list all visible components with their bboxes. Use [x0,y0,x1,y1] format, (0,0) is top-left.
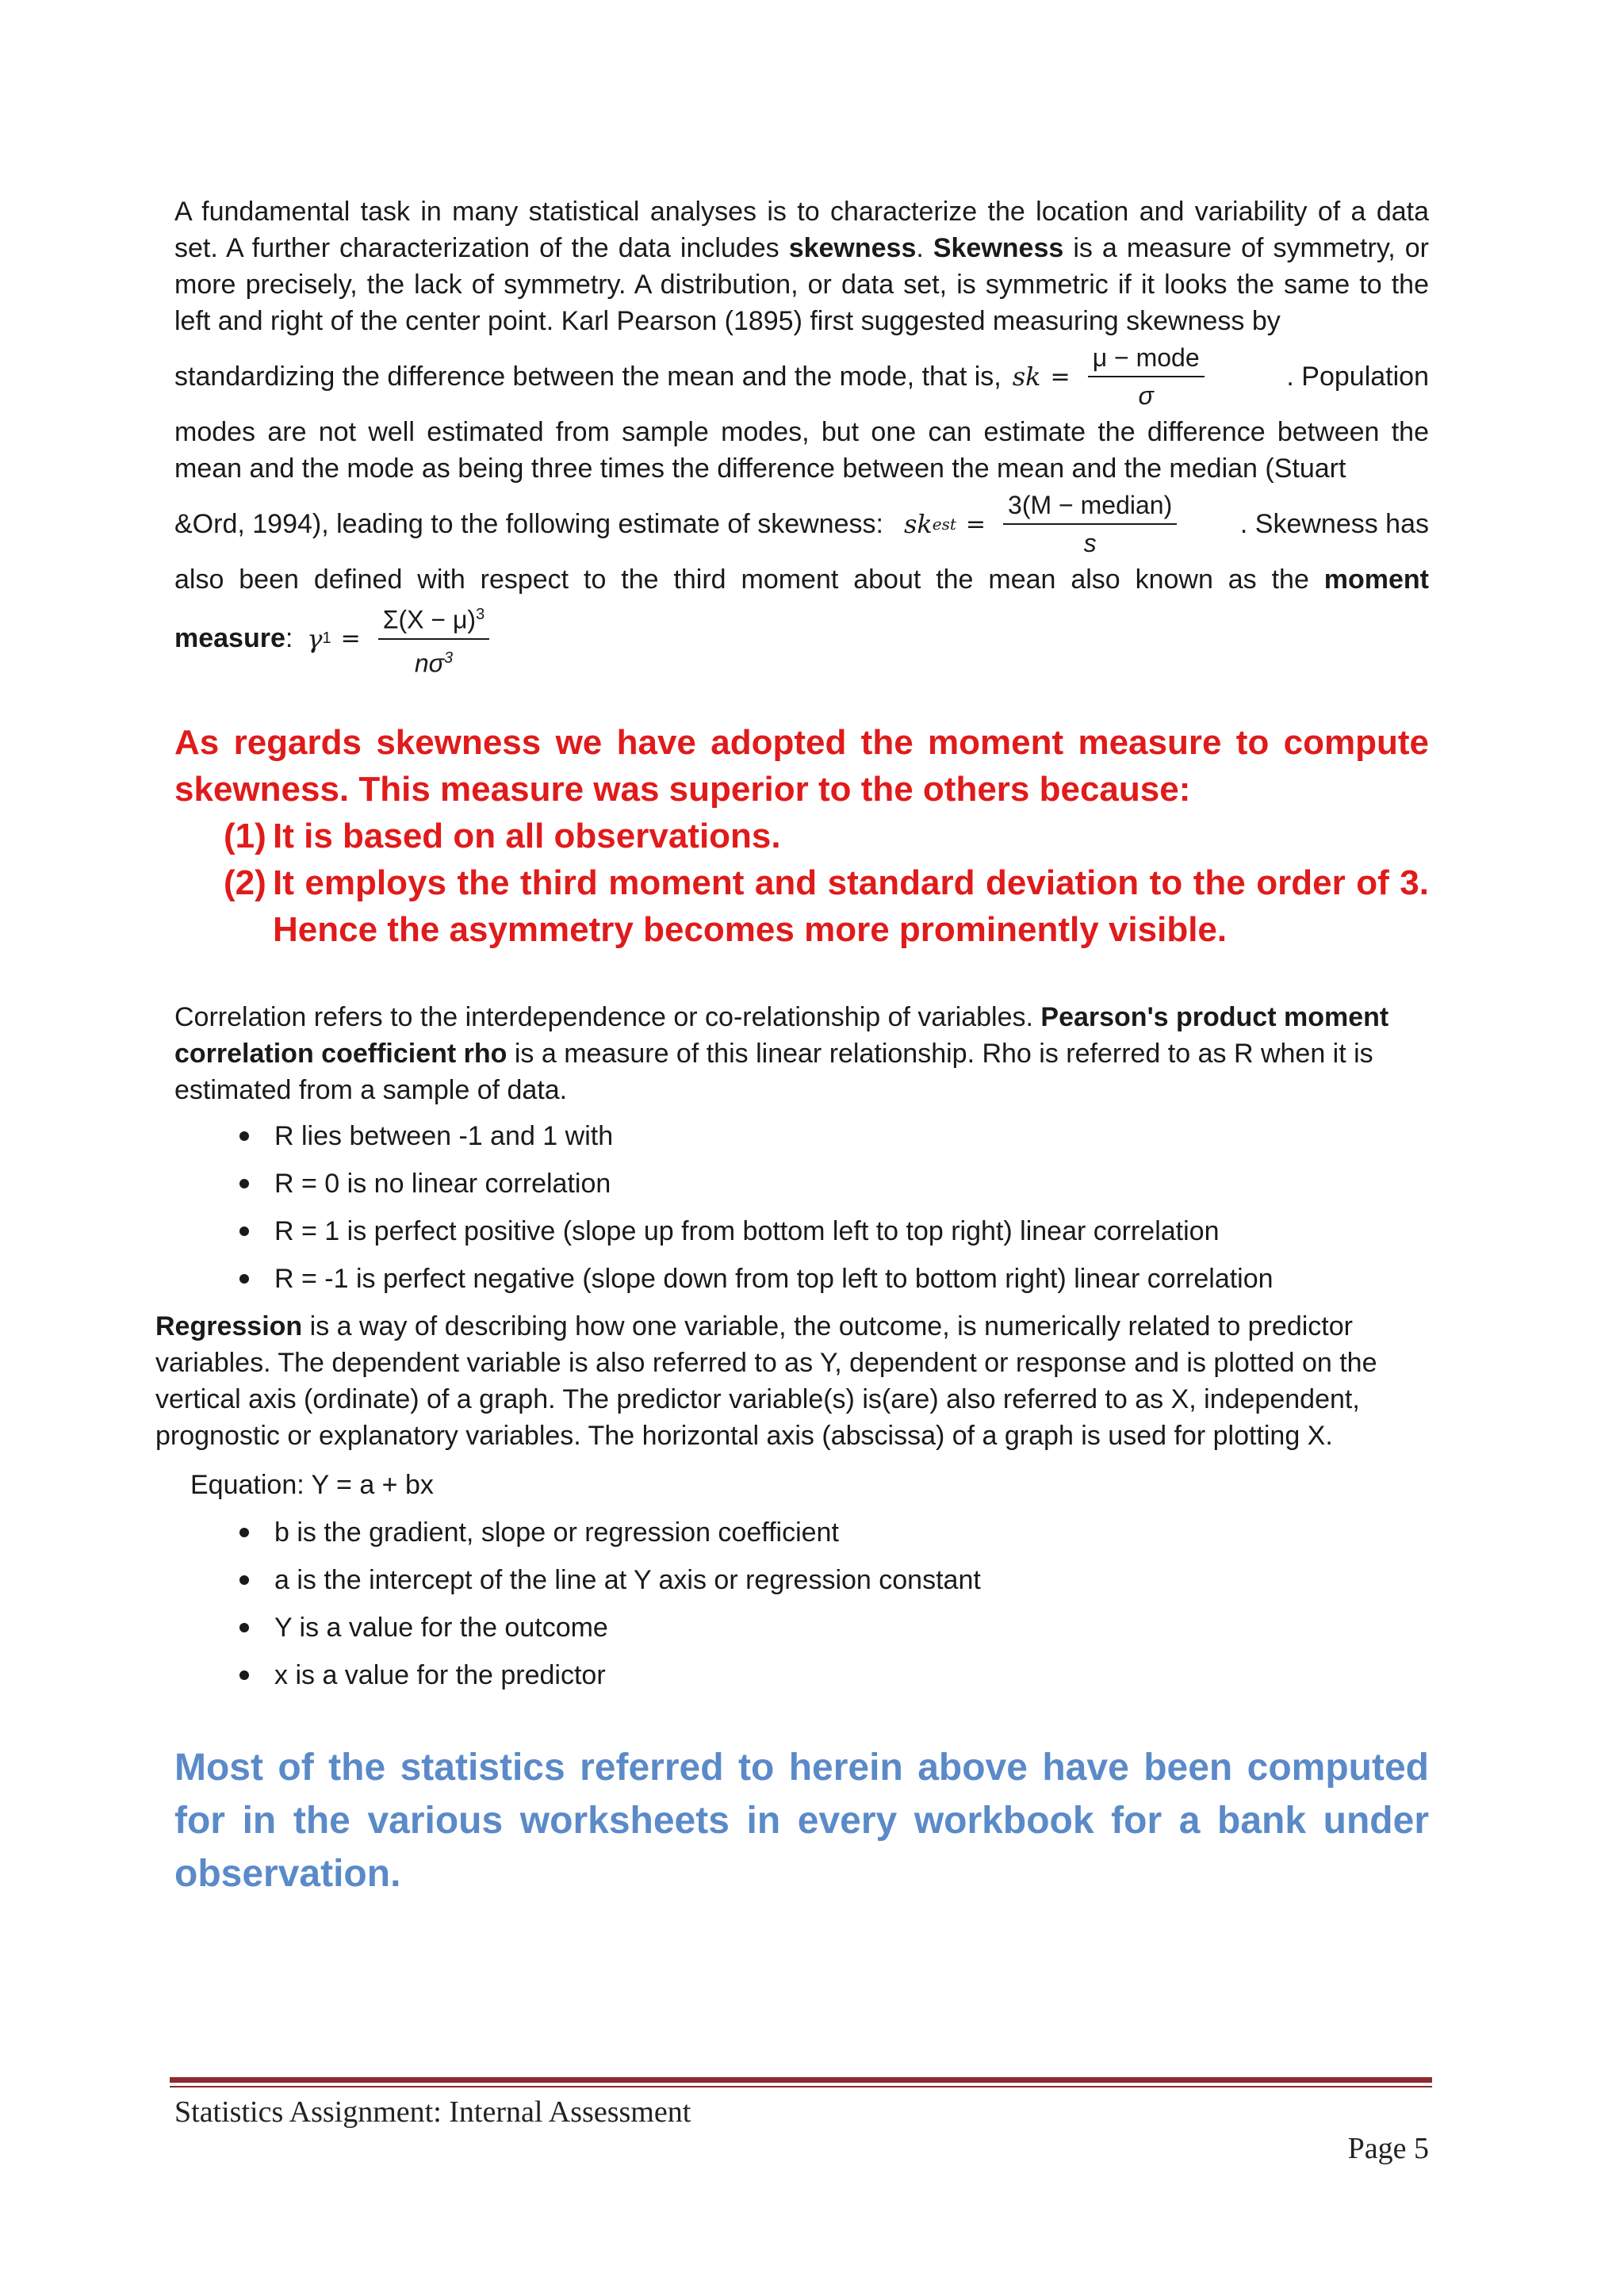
list-text: x is a value for the predictor [274,1660,606,1691]
numerator-text: Σ(X − μ) [382,605,477,634]
fraction-denominator: s [1083,529,1097,557]
median-estimate-formula-line [174,490,1429,558]
text-run: is a way of describing how one variable, the outcome, is numerically related to predictor variables. The dependent variable is also referred to as Y, dependent or response and is plotted on the vertical axis (ordinate) of a graph. The predictor variable(s) is(are) also referred to as X, independent, prognostic or explanatory variables. The horizontal axis (abscissa) of a graph is used for plotting X. [155,1311,1377,1452]
correlation-bullets [174,1118,1429,1297]
regression-paragraph [155,1308,1429,1454]
bold-term-skewness: Skewness [933,233,1064,263]
fraction-numerator: μ − mode [1088,342,1205,377]
list-item [239,1609,1429,1646]
text-run: : [285,623,293,654]
text-run: also been defined with respect to the third moment about the mean also known as the [174,564,1324,595]
list-number: (1) [224,817,266,856]
text-run: Correlation refers to the interdependence or co-relationship of variables. [174,1002,1041,1033]
bullet-icon [239,1623,249,1632]
correlation-paragraph [174,999,1429,1108]
list-text: It is based on all observations. [273,817,781,856]
numerator-exponent: 3 [476,606,485,623]
page-content [155,193,1429,1938]
bullet-icon [239,1274,249,1284]
text-run: A fundamental task in many statistical analyses is to characterize the location and variability of a data set. A further characterization of the data includes [174,197,1429,263]
formula-gamma-lhs: γ [307,623,323,654]
rationale-lead: As regards skewness we have adopted the moment measure to compute skewness. This measure was superior to the others because: [174,723,1429,809]
list-item [239,1562,1429,1598]
bullet-icon [239,1670,249,1680]
fraction-moment-measure [378,599,489,678]
footer-rule-thin [170,2086,1432,2087]
denominator-text: nσ [414,649,444,678]
bold-term-regression: Regression [155,1311,303,1342]
list-item [239,1261,1429,1297]
list-text: R = 1 is perfect positive (slope up from bottom left to top right) linear correlation [274,1216,1220,1247]
formula-subscript-1: 1 [322,629,331,648]
equals-sign: = [1050,362,1071,391]
bold-term-moment: moment [1323,564,1429,595]
rationale-list [174,813,1429,953]
equals-sign: = [340,625,361,653]
fraction-numerator [378,599,489,640]
text-run: . [916,233,933,263]
list-text: R = -1 is perfect negative (slope down from top left to bottom right) linear correlation [274,1264,1274,1295]
list-item [239,1657,1429,1693]
list-text: b is the gradient, slope or regression coefficient [274,1517,839,1548]
summary-statement: Most of the statistics referred to herein above have been computed for in the various worksheets in every workbook for a bank under observation. [174,1747,1429,1896]
bold-term-skewness: skewness [788,233,917,263]
footer-title: Statistics Assignment: Internal Assessment [174,2095,691,2129]
moment-definition-line [174,561,1429,598]
text-run: . Population [1286,361,1429,392]
bullet-icon [239,1226,249,1236]
fraction-denominator [415,640,453,679]
bullet-icon [239,1131,249,1141]
bullet-icon [239,1528,249,1537]
list-item [224,813,1429,859]
text-run: is a measure of symmetry, or more precisely, the lack of symmetry. A distribution, or data set, is symmetric if it looks the same to the left and right of the center point. Karl Pearson (1895) first suggested measuring skewness by [174,233,1429,336]
formula-subscript-est: est [932,515,956,534]
list-item [239,1165,1429,1202]
bold-term-measure: measure [174,623,285,654]
page-number: Page 5 [1347,2132,1429,2165]
list-item [239,1514,1429,1551]
equals-sign: = [965,510,986,538]
list-text: a is the intercept of the line at Y axis or regression constant [274,1565,981,1596]
text-run: &Ord, 1994), leading to the following estimate of skewness: [174,508,883,539]
list-text: It employs the third moment and standard deviation to the order of 3. Hence the asymmetry becomes more prominently visible. [273,863,1429,950]
list-text: R = 0 is no linear correlation [274,1169,611,1200]
bullet-icon [239,1575,249,1585]
moment-measure-formula-line [174,599,1429,678]
text-run: . Skewness has [1239,508,1429,539]
denominator-exponent: 3 [443,649,454,667]
list-item [224,859,1429,953]
fraction-denominator: σ [1138,381,1154,410]
fraction-numerator: 3(M − median) [1003,490,1177,525]
regression-bullets [174,1514,1429,1693]
bold-term-pearson: Pearson's product moment correlation coefficient rho [174,1002,1389,1070]
bullet-icon [239,1179,249,1188]
moment-measure-rationale [174,719,1429,953]
formula-sk-lhs: sk [1012,362,1041,392]
list-text: R lies between -1 and 1 with [274,1121,614,1152]
list-text: Y is a value for the outcome [274,1613,608,1644]
text-run: is a measure of this linear relationship. Rho is referred to as R when it is estimated from a sample of data. [174,1039,1373,1106]
correlation-section [174,999,1429,1297]
formula-sk-lhs: sk [903,509,933,539]
footer-rule-thick [170,2077,1432,2083]
list-item [239,1213,1429,1249]
list-item [239,1118,1429,1154]
regression-equation: Equation: Y = a + bx [190,1470,434,1501]
fraction-mode-skewness [1088,342,1205,411]
list-number: (2) [224,863,266,903]
regression-section [155,1308,1429,1454]
fraction-median-estimate [1003,490,1177,558]
skewness-paragraph-continued: modes are not well estimated from sample modes, but one can estimate the difference between the mean and the mode as being three times the difference between the mean and the median (Stuart [174,417,1429,484]
text-run: standardizing the difference between the mean and the mode, that is, [174,361,1002,392]
pearson-mode-formula-line [174,342,1429,411]
skewness-paragraph [174,193,1429,339]
